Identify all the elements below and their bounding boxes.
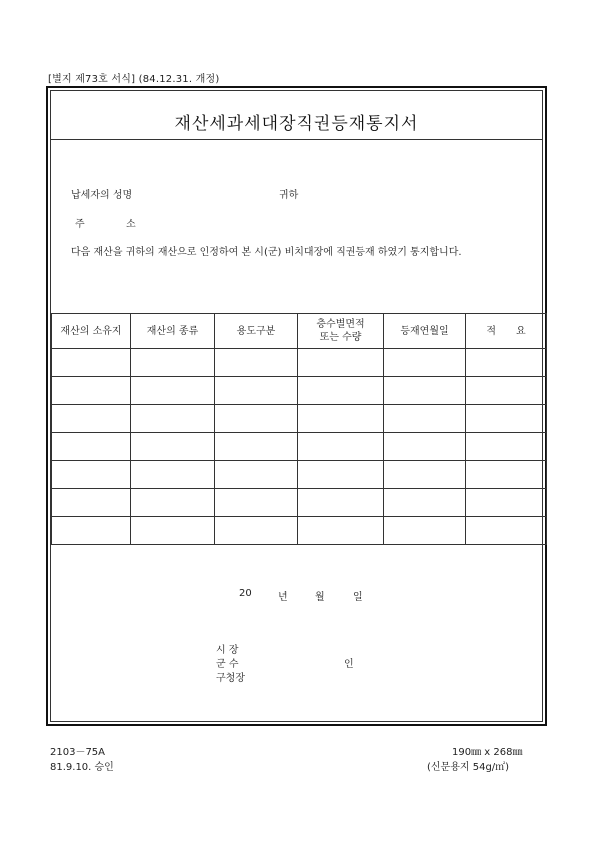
table-cell xyxy=(52,461,131,489)
table-cell xyxy=(131,461,215,489)
table-cell xyxy=(215,517,298,545)
table-cell xyxy=(52,405,131,433)
table-cell xyxy=(298,377,384,405)
date-year-label: 년 xyxy=(278,592,288,603)
table-cell xyxy=(384,349,466,377)
table-header-row xyxy=(52,314,547,349)
date-day-label: 일 xyxy=(353,592,363,603)
paper-type: (신문용지 54g/㎡) xyxy=(427,762,510,773)
form-number: 2103－75A xyxy=(50,747,106,758)
table-cell xyxy=(131,377,215,405)
header-registration-date: 등재연월일 xyxy=(384,314,466,349)
table-cell xyxy=(52,433,131,461)
table-cell xyxy=(466,377,547,405)
table-cell xyxy=(466,405,547,433)
table-cell xyxy=(384,489,466,517)
paper-size: 190㎜ x 268㎜ xyxy=(452,747,523,758)
approval-date: 81.9.10. 승인 xyxy=(50,762,114,773)
table-cell xyxy=(298,461,384,489)
table-row xyxy=(52,461,547,489)
table-cell xyxy=(298,489,384,517)
address-label-second: 소 xyxy=(126,219,136,230)
table-cell xyxy=(466,461,547,489)
table-cell xyxy=(215,433,298,461)
table-cell xyxy=(384,461,466,489)
header-owner-location: 재산의 소유지 xyxy=(52,314,131,349)
table-cell xyxy=(131,349,215,377)
table-cell xyxy=(215,461,298,489)
address-label-first: 주 xyxy=(75,219,85,230)
table-row xyxy=(52,377,547,405)
date-month-label: 월 xyxy=(315,592,325,603)
table-cell xyxy=(131,433,215,461)
header-property-type: 재산의 종류 xyxy=(131,314,215,349)
signatory-mayor: 시 장 xyxy=(216,645,239,656)
table-cell xyxy=(131,489,215,517)
table-cell xyxy=(131,405,215,433)
table-cell xyxy=(298,433,384,461)
table-cell xyxy=(131,517,215,545)
table-row xyxy=(52,433,547,461)
table-cell xyxy=(384,377,466,405)
header-usage-category: 용도구분 xyxy=(215,314,298,349)
table-cell xyxy=(215,349,298,377)
taxpayer-name-label: 납세자의 성명 xyxy=(71,190,133,201)
honorific-label: 귀하 xyxy=(279,190,299,201)
form-title: 재산세과세대장직권등재통지서 xyxy=(174,114,419,134)
notice-text: 다음 재산을 귀하의 재산으로 인정하여 본 시(군) 비치대장에 직권등재 하였기 통지합니다. xyxy=(71,247,462,258)
table-row xyxy=(52,489,547,517)
table-cell xyxy=(466,489,547,517)
header-area-quantity: 층수별면적 또는 수량 xyxy=(298,314,384,349)
table-cell xyxy=(52,517,131,545)
property-table xyxy=(51,313,547,545)
table-cell xyxy=(384,405,466,433)
form-inner-frame xyxy=(50,90,543,722)
table-row xyxy=(52,405,547,433)
header-remarks: 적 요 xyxy=(466,314,547,349)
table-cell xyxy=(52,349,131,377)
table-row xyxy=(52,349,547,377)
table-row xyxy=(52,517,547,545)
table-cell xyxy=(215,405,298,433)
form-header-note: [별지 제73호 서식] (84.12.31. 개정) xyxy=(48,74,220,85)
table-cell xyxy=(466,349,547,377)
table-cell xyxy=(466,433,547,461)
date-prefix: 20 xyxy=(239,588,252,599)
table-cell xyxy=(384,517,466,545)
table-cell xyxy=(52,489,131,517)
seal-label: 인 xyxy=(344,659,354,670)
table-cell xyxy=(215,377,298,405)
table-cell xyxy=(52,377,131,405)
table-cell xyxy=(215,489,298,517)
signatory-county-head: 군 수 xyxy=(216,659,239,670)
table-cell xyxy=(298,349,384,377)
form-frame xyxy=(46,86,547,726)
signatory-district-head: 구청장 xyxy=(216,673,245,684)
title-divider xyxy=(51,139,542,140)
table-cell xyxy=(298,517,384,545)
table-cell xyxy=(298,405,384,433)
table-cell xyxy=(466,517,547,545)
table-cell xyxy=(384,433,466,461)
